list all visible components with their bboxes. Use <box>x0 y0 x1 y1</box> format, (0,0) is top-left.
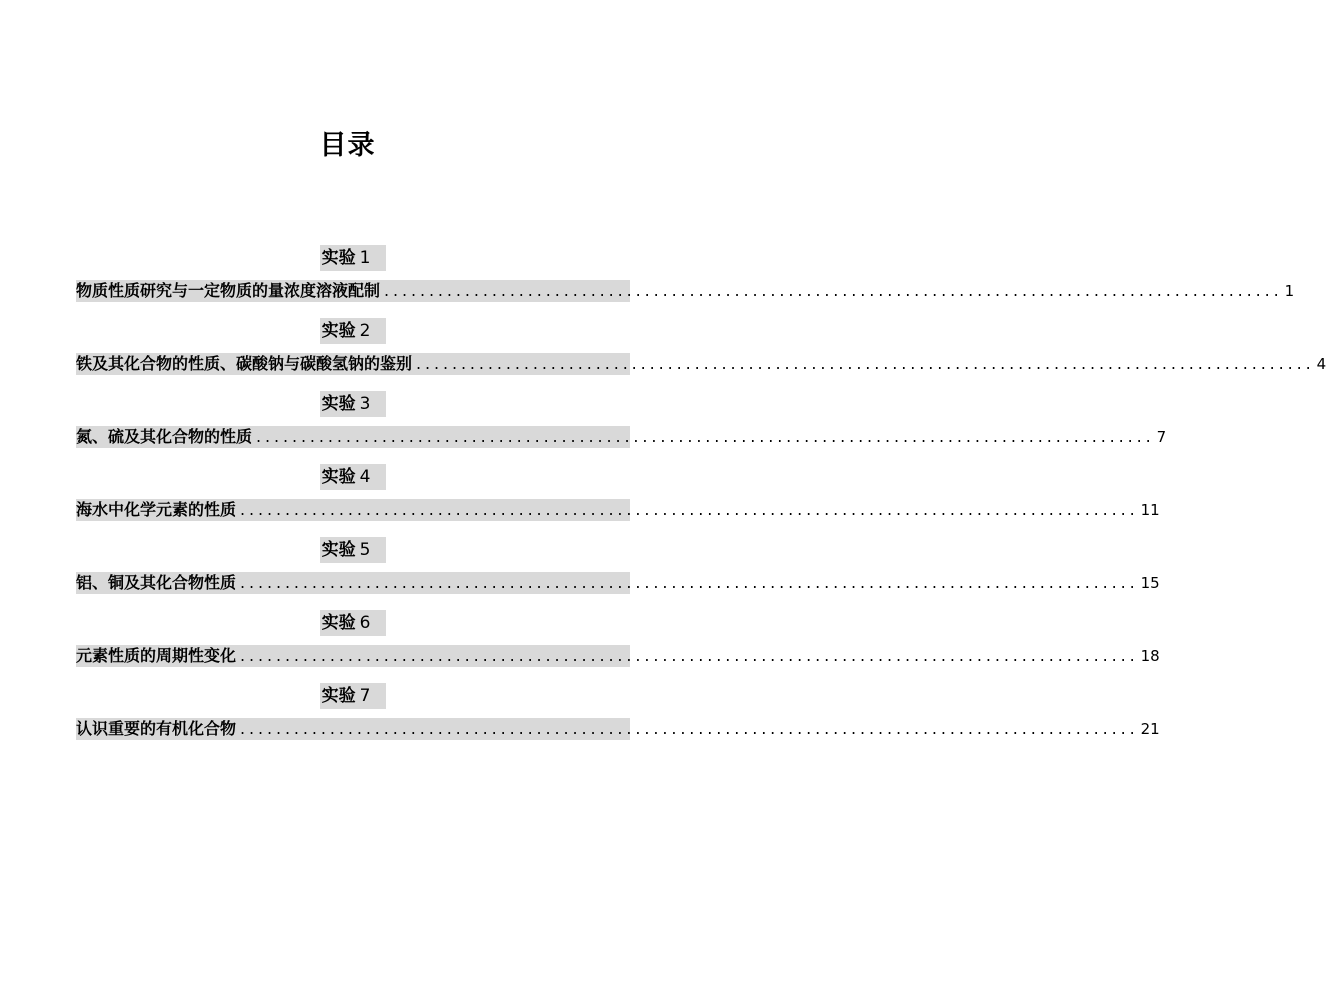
experiment-number: 6 <box>356 611 379 635</box>
toc-entry-title: 物质性质研究与一定物质的量浓度溶液配制 <box>76 281 381 300</box>
dot-leader: .................................................................................................... <box>240 646 1139 665</box>
experiment-number: 5 <box>356 538 379 562</box>
experiment-heading-1 <box>76 243 630 273</box>
experiment-label: 实验 <box>321 686 356 706</box>
experiment-number: 4 <box>356 465 379 489</box>
toc-page-number: 7 <box>1156 428 1167 446</box>
table-of-contents <box>76 243 1326 754</box>
toc-entry-3[interactable] <box>76 426 1167 448</box>
experiment-label: 实验 <box>321 248 356 268</box>
experiment-number: 2 <box>356 319 379 343</box>
experiment-heading-3 <box>76 389 630 419</box>
toc-entry-title: 认识重要的有机化合物 <box>76 719 237 738</box>
dot-leader: .................................................................................................... <box>240 500 1139 519</box>
experiment-label: 实验 <box>321 540 356 560</box>
experiment-label: 实验 <box>321 394 356 414</box>
toc-entry-title: 铝、铜及其化合物性质 <box>76 573 237 592</box>
toc-entry-1[interactable] <box>76 280 1295 302</box>
experiment-heading-4 <box>76 462 630 492</box>
experiment-number: 7 <box>356 684 379 708</box>
experiment-label: 实验 <box>321 467 356 487</box>
toc-entry-6[interactable] <box>76 645 1160 667</box>
toc-entry-title: 元素性质的周期性变化 <box>76 646 237 665</box>
dot-leader: .................................................................................................... <box>240 573 1139 592</box>
experiment-label: 实验 <box>321 613 356 633</box>
dot-leader: .................................................................................................... <box>416 354 1315 373</box>
toc-page-number: 4 <box>1316 355 1326 373</box>
dot-leader: .................................................................................................... <box>384 281 1283 300</box>
experiment-number: 3 <box>356 392 379 416</box>
toc-entry-title: 铁及其化合物的性质、碳酸钠与碳酸氢钠的鉴别 <box>76 354 413 373</box>
dot-leader: .................................................................................................... <box>256 427 1155 446</box>
toc-page-number: 18 <box>1140 647 1160 665</box>
experiment-label: 实验 <box>321 321 356 341</box>
toc-entry-4[interactable] <box>76 499 1160 521</box>
experiment-heading-7 <box>76 681 630 711</box>
toc-entry-5[interactable] <box>76 572 1160 594</box>
page-title: 目录 <box>319 130 376 161</box>
toc-entry-title: 海水中化学元素的性质 <box>76 500 237 519</box>
toc-page-number: 21 <box>1140 720 1160 738</box>
toc-page-number: 15 <box>1140 574 1160 592</box>
toc-entry-7[interactable] <box>76 718 1160 740</box>
experiment-heading-6 <box>76 608 630 638</box>
toc-entry-title: 氮、硫及其化合物的性质 <box>76 427 253 446</box>
experiment-heading-5 <box>76 535 630 565</box>
toc-page-number: 11 <box>1140 501 1160 519</box>
toc-entry-2[interactable] <box>76 353 1326 375</box>
toc-page-number: 1 <box>1284 282 1295 300</box>
dot-leader: .................................................................................................... <box>240 719 1139 738</box>
experiment-number: 1 <box>356 246 379 270</box>
experiment-heading-2 <box>76 316 630 346</box>
